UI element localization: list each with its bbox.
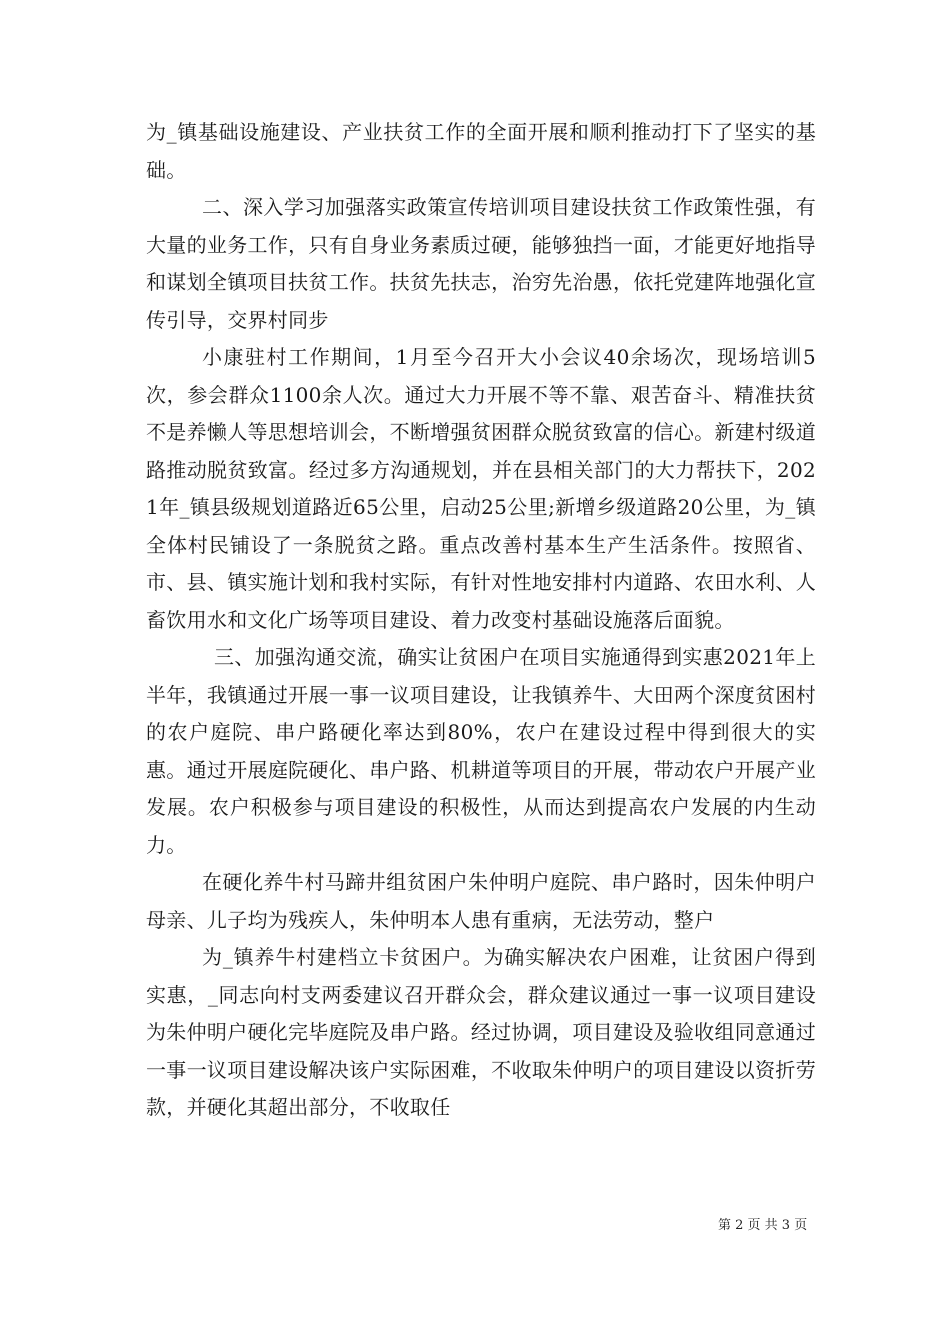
paragraph-section-three: 三、加强沟通交流，确实让贫困户在项目实施通得到实惠2021年上半年，我镇通过开展一事一议项目建设，让我镇养牛、大田两个深度贫困村的农户庭院、串户路硬化率达到80%，农户在建设过程中得到很大的实惠。通过开展庭院硬化、串户路、机耕道等项目的开展，带动农户开展产业发展。农户积极参与项目建设的积极性，从而达到提高农户发展的内生动力。 [146, 645, 816, 857]
paragraph-household-resolution: 为_镇养牛村建档立卡贫困户。为确实解决农户困难，让贫困户得到实惠，_同志向村支两委建议召开群众会，群众建议通过一事一议项目建设为朱仲明户硬化完毕庭院及串户路。经过协调，项目建设及验收组同意通过一事一议项目建设解决该户实际困难，不收取朱仲明户的项目建设以资折劳款，并硬化其超出部分，不收取任 [146, 945, 816, 1119]
paragraph-section-two: 二、深入学习加强落实政策宣传培训项目建设扶贫工作政策性强，有大量的业务工作，只有自身业务素质过硬，能够独挡一面，才能更好地指导和谋划全镇项目扶贫工作。扶贫先扶志，治穷先治愚，依托党建阵地强化宣传引导，交界村同步 [146, 195, 816, 332]
paragraph-continuation: 为_镇基础设施建设、产业扶贫工作的全面开展和顺利推动打下了坚实的基础。 [146, 120, 816, 182]
paragraph-village-work: 小康驻村工作期间，1月至今召开大小会议40余场次，现场培训5次，参会群众1100余人次。通过大力开展不等不靠、艰苦奋斗、精准扶贫不是养懒人等思想培训会，不断增强贫困群众脱贫致富的信心。新建村级道路推动脱贫致富。经过多方沟通规划，并在县相关部门的大力帮扶下，2021年_镇县级规划道路近65公里，启动25公里;新增乡级道路20公里，为_镇全体村民铺设了一条脱贫之路。重点改善村基本生产生活条件。按照省、市、县、镇实施计划和我村实际，有针对性地安排村内道路、农田水利、人畜饮用水和文化广场等项目建设、着力改变村基础设施落后面貌。 [146, 345, 816, 632]
page-number-footer: 第 2 页 共 3 页 [718, 1218, 808, 1233]
document-body [146, 114, 816, 1127]
paragraph-household-case: 在硬化养牛村马蹄井组贫困户朱仲明户庭院、串户路时，因朱仲明户母亲、儿子均为残疾人，朱仲明本人患有重病，无法劳动，整户 [146, 870, 816, 932]
